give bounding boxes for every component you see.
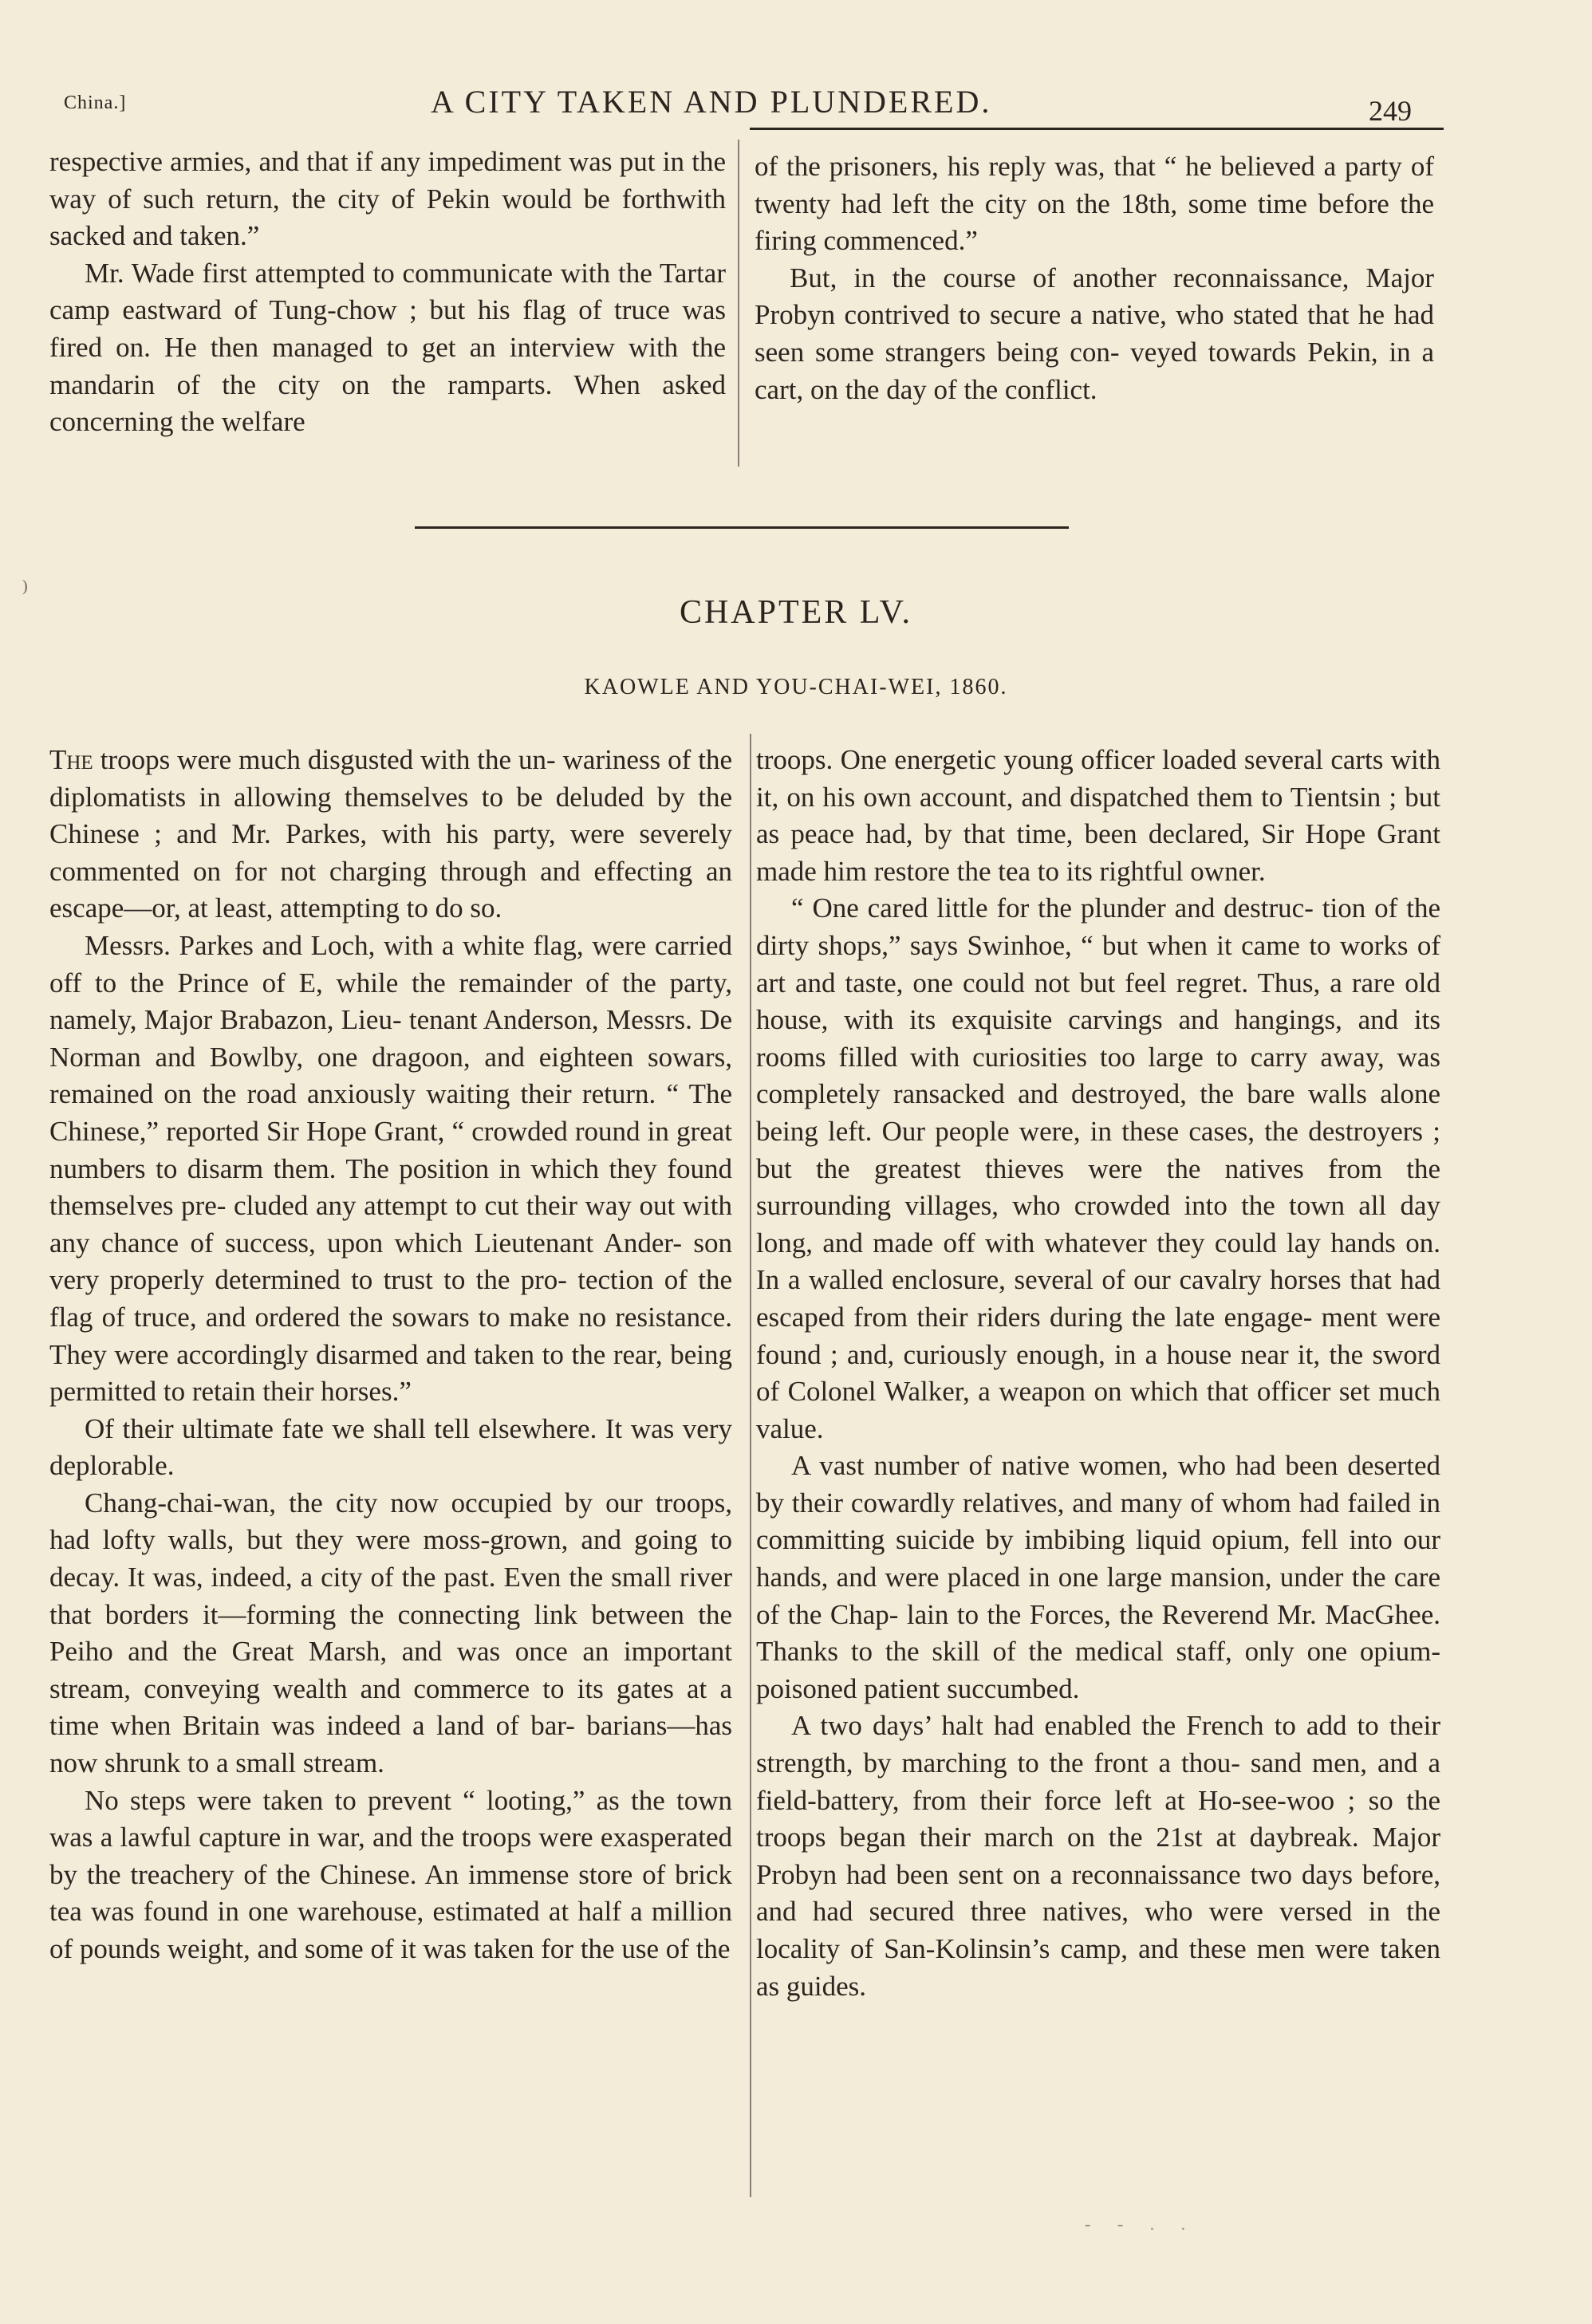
margin-speck: ) [22,577,28,595]
top-right-column [755,148,1434,408]
paragraph: “ One cared little for the plunder and destruc- tion of the dirty shops,” says Swinhoe, “ but when it came to works of art and taste, one could not but feel regret. Thus, a rare old house, with its exquisite carvings and hangings, and its rooms filled with curiosities too large to carry away, was completely ransacked and destroyed, the bare walls alone being left. Our people were, in these cases, the destroyers ; but the greatest thieves were the natives from the surrounding villages, who crowded into the town all day long, and made off with whatever they could lay hands on. In a walled enclosure, several of our cavalry horses that had escaped from their riders during the late engage- ment were found ; and, curiously enough, in a house near it, the sword of Colonel Walker, a weapon on which that officer set much value. [756,892,1440,1444]
chapter-subtitle: KAOWLE AND YOU-CHAI-WEI, 1860. [584,675,1008,699]
top-left-column [49,144,726,441]
paragraph: of the prisoners, his reply was, that “ he believed a party of twenty had left the city on the 18th, some time before the firing commenced.” [755,151,1434,257]
running-header-title: A CITY TAKEN AND PLUNDERED. [431,84,992,120]
paragraph: respective armies, and that if any impediment was put in the way of such return, the city of Pekin would be forthwith sacked and taken.” [49,146,726,252]
lead-word: The [49,744,93,775]
running-header-section: China.] [64,93,127,113]
column-divider-top [738,140,739,467]
page-number: 249 [1369,95,1412,127]
body-right-column [756,742,1440,2005]
foot-dots: - - . . [1085,2214,1197,2234]
paragraph: Of their ultimate fate we shall tell elsewhere. It was very deplorable. [49,1412,732,1482]
paragraph: A vast number of native women, who had been deserted by their cowardly relatives, and many of whom had failed in committing suicide by imbibing liquid opium, fell into our hands, and were placed in one large mansion, under the care of the Chap- lain to the Forces, the Reverend Mr. MacGhee. Thanks to the skill of the medical staff, only one opium-poisoned patient succumbed. [756,1450,1440,1704]
paragraph: A two days’ halt had enabled the French to add to their strength, by marching to the front a thou- sand men, and a field-battery, from their force left at Ho-see-woo ; so the troops began their march on the 21st at daybreak. Major Probyn had been sent on a reconnaissance two days before, and had secured three natives, who were versed in the locality of San-Kolinsin’s camp, and these men were taken as guides. [756,1710,1440,2002]
paragraph: But, in the course of another reconnaissance, Major Probyn contrived to secure a native, who stated that he had seen some strangers being con- veyed towards Pekin, in a cart, on the day of the conflict. [755,262,1434,405]
chapter-title: CHAPTER LV. [679,594,913,631]
opening-text: troops were much disgusted with the un- wariness of the diplomatists in allowing themselves to be deluded by the Chinese ; and Mr. Parkes, with his party, were severely commented on for not charging through and effecting an escape—or, at least, attempting to do so. [49,744,732,924]
header-rule [750,128,1444,130]
paragraph: Mr. Wade first attempted to communicate with the Tartar camp eastward of Tung-chow ; but his flag of truce was fired on. He then managed to get an interview with the mandarin of the city on the ramparts. When asked concerning the welfare [49,257,726,438]
chapter-rule [415,526,1069,529]
body-left-column [49,742,732,1968]
paragraph: troops. One energetic young officer loaded several carts with it, on his own account, and dispatched them to Tientsin ; but as peace had, by that time, been declared, Sir Hope Grant made him restore the tea to its rightful owner. [756,744,1440,887]
opening-paragraph [49,742,732,928]
paragraph: No steps were taken to prevent “ looting,” as the town was a lawful capture in war, and the troops were exasperated by the treachery of the Chinese. An immense store of brick tea was found in one warehouse, estimated at half a million of pounds weight, and some of it was taken for the use of the [49,1784,732,1964]
paragraph: Chang-chai-wan, the city now occupied by our troops, had lofty walls, but they were moss-grown, and going to decay. It was, indeed, a city of the past. Even the small river that borders it—forming the connecting link between the Peiho and the Great Marsh, and was once an important stream, conveying wealth and commerce to its gates at a time when Britain was indeed a land of bar- barians—has now shrunk to a small stream. [49,1487,732,1779]
column-divider-body [750,734,751,2197]
paragraph: Messrs. Parkes and Loch, with a white flag, were carried off to the Prince of E, while the remainder of the party, namely, Major Brabazon, Lieu- tenant Anderson, Messrs. De Norman and Bowlby, one dragoon, and eighteen sowars, remained on the road anxiously waiting their return. “ The Chinese,” reported Sir Hope Grant, “ crowded round in great numbers to disarm them. The position in which they found themselves pre- cluded any attempt to cut their way out with any chance of success, upon which Lieutenant Ander- son very properly determined to trust to the pro- tection of the flag of truce, and ordered the sowars to make no resistance. They were accordingly disarmed and taken to the rear, being permitted to retain their horses.” [49,929,732,1408]
